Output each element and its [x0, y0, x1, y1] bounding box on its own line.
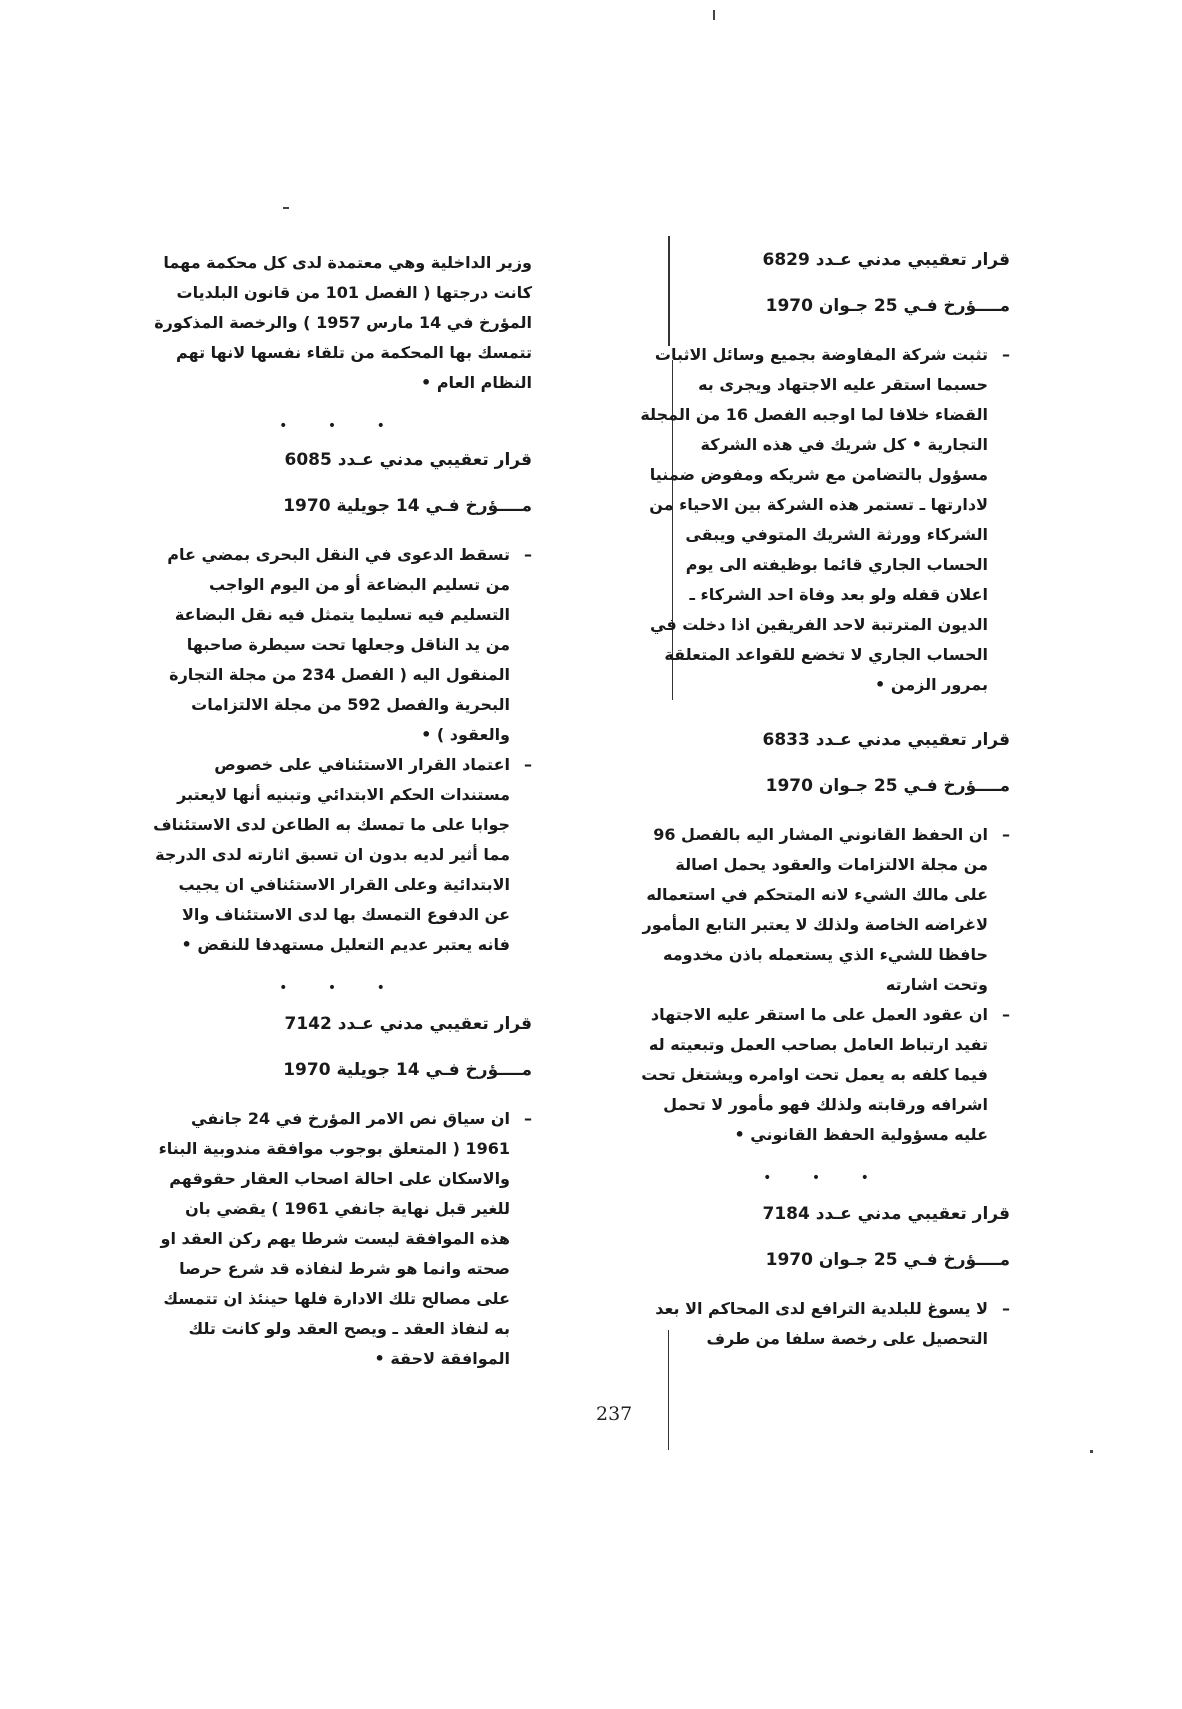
right-column	[640, 248, 1010, 1354]
ruling-paragraphs	[150, 1104, 532, 1374]
ruling-section	[640, 728, 1010, 1150]
ruling-paragraph: – ان عقود العمل على ما استقر عليه الاجتهاد تفيد ارتباط العامل بصاحب العمل وتبعيته له فيما كلفه به يعمل تحت اوامره ويشتغل تحت اشرافه ورقابته ولذلك فهو مأمور لا تحمل عليه مسؤولية الحفظ القانوني •	[640, 1000, 1010, 1150]
section-separator-dots: • • •	[279, 418, 403, 434]
ruling-heading: قرار تعقيبي مدني عـدد 7142	[284, 1014, 532, 1034]
scan-artifact-dot	[283, 207, 289, 209]
continued-text: وزير الداخلية وهي معتمدة لدى كل محكمة مهما كانت درجتها ( الفصل 101 من قانون البلديات المؤرخ في 14 مارس 1957 ) والرخصة المذكورة تتمسك بها المحكمة من تلقاء نفسها لانها تهم النظام العام •	[154, 253, 532, 392]
ruling-paragraphs	[640, 340, 1010, 700]
ruling-section	[640, 1202, 1010, 1354]
ruling-heading: قرار تعقيبي مدني عـدد 6833	[762, 730, 1010, 750]
ruling-section	[150, 1012, 532, 1374]
section-separator-dots: • • •	[763, 1170, 887, 1186]
ruling-paragraph: – تثبت شركة المفاوضة بجميع وسائل الاثبات حسبما استقر عليه الاجتهاد ويجرى به القضاء خلافا لما اوجبه الفصل 16 من المجلة التجارية • كل شريك في هذه الشركة مسؤول بالتضامن مع شريكه ومفوض ضمنيا لادارتها ـ تستمر هذه الشركة بين الاحياء من الشركاء وورثة الشريك المتوفي ويبقى الحساب الجاري قائما بوظيفته الى يوم اعلان قفله ولو بعد وفاة احد الشركاء ـ الديون المترتبة لاحد الفريقين اذا دخلت في الحساب الجاري لا تخضع للقواعد المتعلقة بمرور الزمن •	[640, 340, 1010, 700]
ruling-date: مــــؤرخ فـي 25 جـوان 1970	[765, 776, 1010, 796]
ruling-section	[640, 248, 1010, 700]
ruling-section	[150, 448, 532, 960]
ruling-paragraphs	[640, 1294, 1010, 1354]
ruling-heading: قرار تعقيبي مدني عـدد 6085	[284, 450, 532, 470]
section-separator-dots: • • •	[279, 980, 403, 996]
ruling-paragraph: – تسقط الدعوى في النقل البحرى بمضي عام من تسليم البضاعة أو من اليوم الواجب التسليم فيه تسليما يتمثل فيه نقل البضاعة من يد الناقل وجعلها تحت سيطرة صاحبها المنقول اليه ( الفصل 234 من مجلة التجارة البحرية والفصل 592 من مجلة الالتزامات والعقود ) •	[150, 540, 532, 750]
ruling-date: مــــؤرخ فـي 14 جويلية 1970	[283, 496, 532, 516]
page-number: 237	[596, 1403, 633, 1425]
ruling-paragraph: – ان الحفظ القانوني المشار اليه بالفصل 96 من مجلة الالتزامات والعقود يحمل اصالة على مالك الشيء لانه المتحكم في استعماله لاغراضه الخاصة ولذلك لا يعتبر التابع المأمور حافظا للشيء الذي يستعمله باذن مخدومه وتحت اشارته	[640, 820, 1010, 1000]
ruling-date: مــــؤرخ فـي 14 جويلية 1970	[283, 1060, 532, 1080]
ruling-paragraph: – اعتماد القرار الاستئنافي على خصوص مستندات الحكم الابتدائي وتبنيه أنها لايعتبر جوابا على ما تمسك به الطاعن لدى الاستئناف مما أثير لديه بدون ان تسبق اثارته لدى الدرجة الابتدائية وعلى القرار الاستئنافي ان يجيب عن الدفوع التمسك بها لدى الاستئناف والا فانه يعتبر عديم التعليل مستهدفا للنقض •	[150, 750, 532, 960]
left-column	[150, 248, 532, 1374]
ruling-paragraph: – ان سياق نص الامر المؤرخ في 24 جانفي 1961 ( المتعلق بوجوب موافقة مندوبية البناء والاسكان على احالة اصحاب العقار حقوقهم للغير قبل نهاية جانفي 1961 ) يقضي بان هذه الموافقة ليست شرطا يهم ركن العقد او صحته وانما هو شرط لنفاذه قد شرع حرصا على مصالح تلك الادارة فلها حينئذ ان تتمسك به لنفاذ العقد ـ ويصح العقد ولو كانت تلك الموافقة لاحقة •	[150, 1104, 532, 1374]
ruling-heading: قرار تعقيبي مدني عـدد 7184	[762, 1204, 1010, 1224]
ruling-paragraphs	[640, 820, 1010, 1150]
ruling-date: مــــؤرخ فـي 25 جـوان 1970	[765, 296, 1010, 316]
ruling-heading: قرار تعقيبي مدني عـدد 6829	[762, 250, 1010, 270]
ruling-paragraphs	[150, 540, 532, 960]
ruling-date: مــــؤرخ فـي 25 جـوان 1970	[765, 1250, 1010, 1270]
ruling-paragraph: – لا يسوغ للبلدية الترافع لدى المحاكم الا بعد التحصيل على رخصة سلفا من طرف	[640, 1294, 1010, 1354]
scan-artifact-dot	[713, 10, 715, 20]
scan-artifact-dot	[1090, 1450, 1093, 1453]
